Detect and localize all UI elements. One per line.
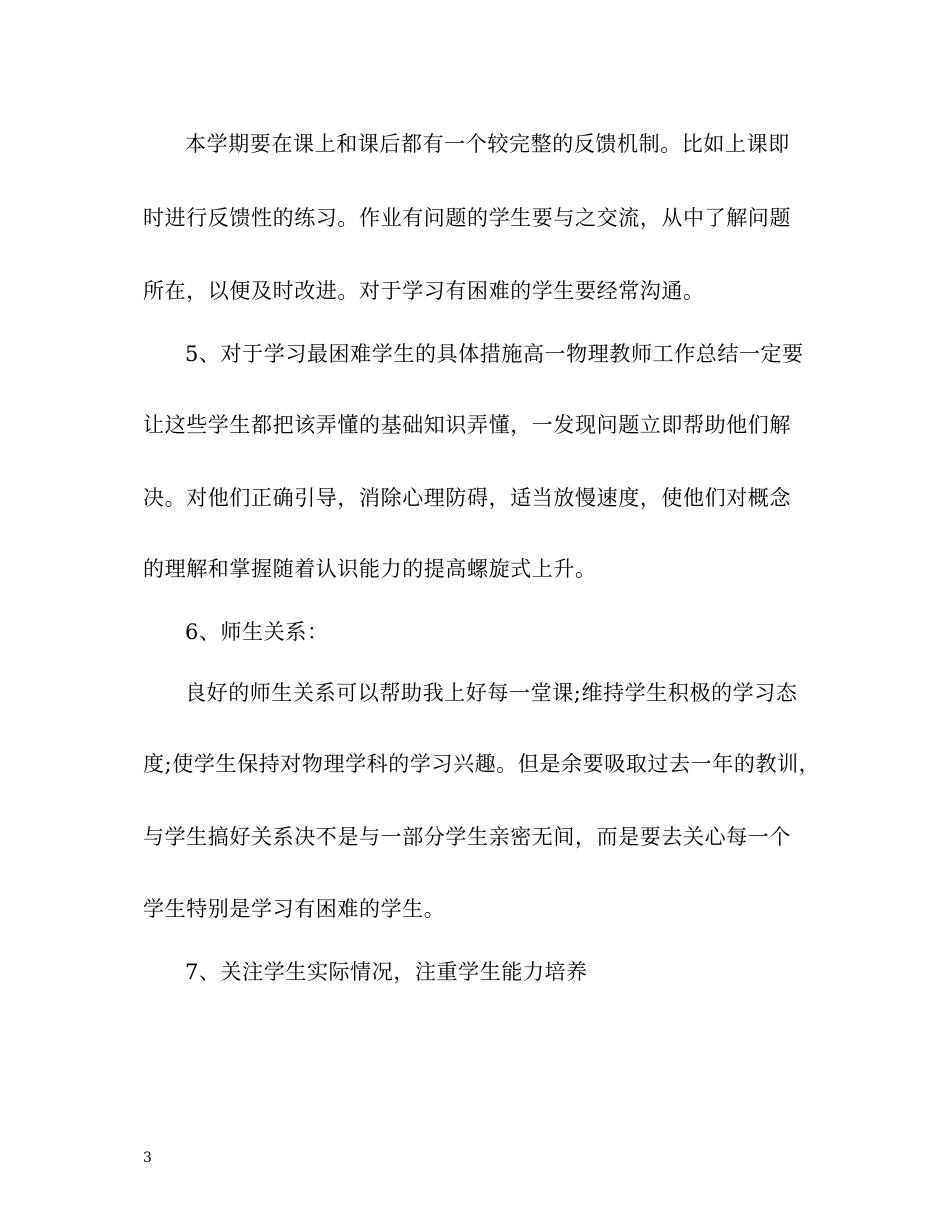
paragraph-line: 的理解和掌握随着认识能力的提高螺旋式上升。 xyxy=(143,557,597,581)
paragraph-line: 与学生搞好关系决不是与一部分学生亲密无间，而是要去关心每一个 xyxy=(143,825,791,849)
section-heading: 6、师生关系： xyxy=(185,620,329,644)
paragraph-line: 所在，以便及时改进。对于学习有困难的学生要经常沟通。 xyxy=(143,279,705,303)
paragraph-line: 决。对他们正确引导，消除心理防碍，适当放慢速度，使他们对概念 xyxy=(143,486,791,510)
paragraph-line: 本学期要在课上和课后都有一个较完整的反馈机制。比如上课即 xyxy=(185,132,790,156)
paragraph-line: 良好的师生关系可以帮助我上好每一堂课;维持学生积极的学习态 xyxy=(185,681,798,705)
paragraph-line: 学生特别是学习有困难的学生。 xyxy=(143,897,446,921)
section-heading: 7、关注学生实际情况，注重学生能力培养 xyxy=(185,960,588,984)
paragraph-line: 度;使学生保持对物理学科的学习兴趣。但是余要吸取过去一年的教训， xyxy=(143,752,821,776)
paragraph-line: 时进行反馈性的练习。作业有问题的学生要与之交流，从中了解问题 xyxy=(143,206,791,230)
paragraph-line: 让这些学生都把该弄懂的基础知识弄懂，一发现问题立即帮助他们解 xyxy=(143,413,791,437)
paragraph-line: 5、对于学习最困难学生的具体措施高一物理教师工作总结一定要 xyxy=(185,342,804,366)
page-number: 3 xyxy=(143,1150,152,1166)
